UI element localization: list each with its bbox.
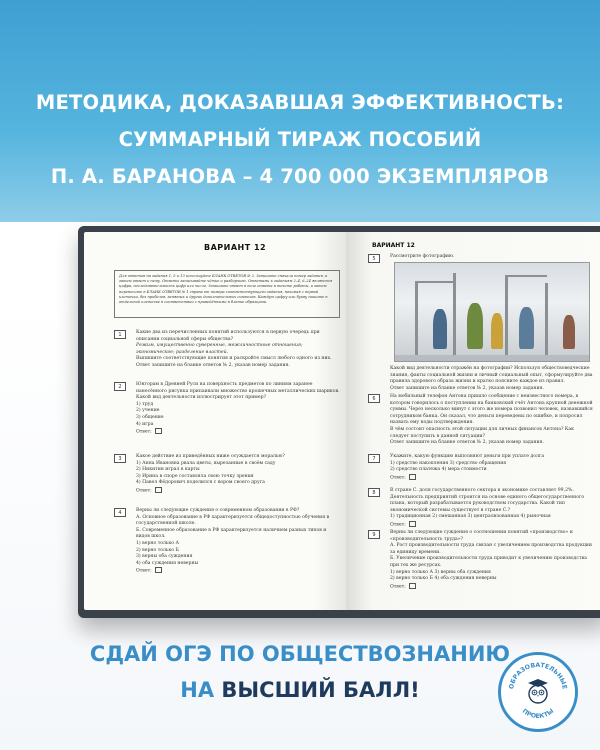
task-text: Какие два из перечисленных понятий используются в первую очередь при описании социальной сферы общества? (136, 330, 320, 342)
task-text: Ответ запишите на бланке ответов № 2, указав номер задания. (390, 385, 544, 391)
instructions-box: Для ответов на задания 1, 5 и 13 используйте БЛАНК ОТВЕТОВ № 2. Запишите сначала номер задания, а затем ответ к нему. Ответы записывайте чётко и разборчиво. Ответами к заданиям 2–4, 6–24 являются цифра, последовательность цифр или число. Запишите ответ в поле ответа в тексте работы, а затем перенесите в БЛАНК ОТВЕТОВ № 1 справа от номера соответствующего задания, начиная с первой клеточки, без пробелов, запятых и других дополнительных символов. Каждую цифру или букву пишите в отдельной клеточке в соответствии с приведёнными в бланке образцами. (114, 270, 340, 318)
book-page-left (84, 232, 346, 610)
task-text: Какой вид деятельности отражён на фотографии? Используя обществоведческие знания, факты социальной жизни и личный социальный опыт, сформулируйте два правила здорового образа жизни и кратко поясните каждое из правил. (390, 366, 593, 385)
task-number: 3 (114, 454, 126, 463)
task-5 (368, 254, 594, 261)
task-text: Верны ли следующие суждения о современном образовании в РФ? (136, 508, 300, 513)
answer-box (409, 583, 416, 589)
task-number: 9 (368, 530, 380, 539)
option: 1) Анна Ивановна рвала цветы, вырезанные в своём саду (136, 460, 276, 466)
answer-label: Ответ: (390, 475, 406, 481)
task-4 (114, 508, 340, 575)
option: 2) средство платежа 4) мера стоимости (390, 467, 487, 473)
task-number: 1 (114, 330, 126, 339)
task-text: В чём состоит опасность этой ситуации для личных финансов Антона? Как следует поступить в данной ситуации? (390, 426, 575, 439)
badge-text-top: ОБРАЗОВАТЕЛЬНЫЕ (508, 661, 568, 690)
task-text: Выпишите соответствующие понятия и раскройте смысл любого одного из них. (136, 356, 332, 362)
answer-label: Ответ: (136, 429, 152, 435)
task-number: 6 (368, 394, 380, 403)
answer-box (155, 487, 162, 493)
task-8 (368, 488, 594, 529)
task-number: 2 (114, 382, 126, 391)
answer-label: Ответ: (390, 522, 406, 528)
owl-graduate-icon (501, 655, 575, 729)
option: 3) Ирина в споре составляла свою точку зрения (136, 473, 254, 479)
slogan-part-1: НА (180, 678, 215, 702)
task-text: Укажите, какую функцию выполняют деньги при уплате долга (390, 454, 545, 459)
option: 4) Павел Фёдорович поделился с вором своего друга (136, 480, 265, 486)
publisher-logo (498, 652, 578, 732)
headline-line-1: МЕТОДИКА, ДОКАЗАВШАЯ ЭФФЕКТИВНОСТЬ: (35, 91, 565, 114)
option: 2) учение (136, 408, 160, 414)
option: 1) традиционная 2) смешанная 3) централизованная 4) рыночная (390, 514, 551, 520)
badge-text-bottom: ПРОЕКТЫ (520, 707, 556, 721)
task-9 (368, 530, 594, 591)
open-book (78, 226, 600, 618)
book-page-right (346, 232, 600, 610)
task-text: Какое действие из приведённых ниже осуждается моралью? (136, 454, 285, 459)
task-5-question (368, 366, 594, 392)
answer-box (409, 521, 416, 527)
option: 3) верны оба суждения (136, 554, 193, 560)
gym-photo (394, 262, 590, 362)
task-text: Ответ запишите на бланке ответов № 2, указав номер задания. (390, 440, 544, 446)
option: 3) общение (136, 414, 164, 420)
option: 1) верно только А (136, 540, 180, 546)
task-number: 5 (368, 254, 380, 263)
task-number: 7 (368, 454, 380, 463)
answer-label: Ответ: (390, 584, 406, 590)
task-text: Юнгорам в Древней Руси на поверхность предметов по линиям заранее нанесённого рисунка припаивали множество крошечных металлических шариков. Какой вид деятельности иллюстрирует этот пример? (136, 382, 340, 401)
task-text: Ответ запишите на бланке ответов № 2, указав номер задания. (136, 362, 290, 368)
slogan-part-2: ВЫСШИЙ БАЛЛ! (221, 678, 420, 702)
task-text: А. Основное образование в РФ характеризуется общедоступностью обучения в государственной школе. (136, 514, 330, 527)
option: 1) средство накопления 3) средство обращения (390, 460, 507, 466)
task-text: Верны ли следующие суждения о соотношении понятий «производство» и «производительность труда»? (390, 530, 573, 542)
headline-line-2: СУММАРНЫЙ ТИРАЖ ПОСОБИЙ (118, 128, 482, 151)
answer-label: Ответ: (136, 488, 152, 494)
task-1 (114, 330, 340, 370)
headline (0, 84, 600, 195)
task-6 (368, 394, 594, 447)
option: 2) Никитин играл в карты (136, 467, 200, 473)
task-2 (114, 382, 340, 436)
task-text: В стране С. доля государственного сектора в экономике составляет 99,2%. Деятельность предприятий строится на основе единого общегосударственного плана, который разрабатывается руководством государства. Какой тип экономической системы существует в стране С.? (390, 488, 585, 513)
slogan-line-1: СДАЙ ОГЭ ПО ОБЩЕСТВОЗНАНИЮ (89, 642, 511, 666)
task-3 (114, 454, 340, 495)
task-text: Рассмотрите фотографию. (390, 254, 455, 259)
option: 1) верно только А 3) верны оба суждения (390, 569, 491, 575)
variant-title: ВАРИАНТ 12 (204, 243, 267, 252)
variant-title-right: ВАРИАНТ 12 (372, 242, 415, 249)
option: 4) оба суждения неверны (136, 560, 199, 566)
task-7 (368, 454, 594, 482)
task-text: Б. Современное образование в РФ характеризуется наличием разных типов и видов школ. (136, 527, 327, 540)
answer-box (155, 428, 162, 434)
option: 1) труд (136, 401, 154, 407)
answer-box (409, 474, 416, 480)
task-text: А. Рост производительности труда связан с увеличением производства продукции за единицу времени. (390, 543, 592, 555)
task-text: На мобильный телефон Антона пришло сообщение с неизвестного номера, в котором говорилось о поступлении на банковский счёт Антона крупной денежной суммы. Через несколько минут с этого же номера позвонил человек, назвавшийся сотрудником банка. Он сказал, что деньги переведены по ошибке, и попросил назвать ему коды подтверждения. (390, 394, 593, 426)
task-text: Режим, имущественно суверенные, межличностные отношения; экономическое; разделение властей. (136, 343, 303, 355)
svg-text:ПРОЕКТЫ (521, 708, 555, 720)
task-number: 8 (368, 488, 380, 497)
option: 2) верно только Б 4) оба суждения неверны (390, 576, 497, 582)
option: 2) верно только Б (136, 547, 179, 553)
option: 4) игра (136, 421, 154, 427)
answer-label: Ответ: (136, 568, 152, 574)
headline-line-3: П. А. БАРАНОВА – 4 700 000 ЭКЗЕМПЛЯРОВ (50, 165, 550, 188)
task-text: Б. Увеличение производительности труда приводит к увеличению производства при тех же ресурсах. (390, 556, 587, 568)
answer-box (155, 567, 162, 573)
task-number: 4 (114, 508, 126, 517)
